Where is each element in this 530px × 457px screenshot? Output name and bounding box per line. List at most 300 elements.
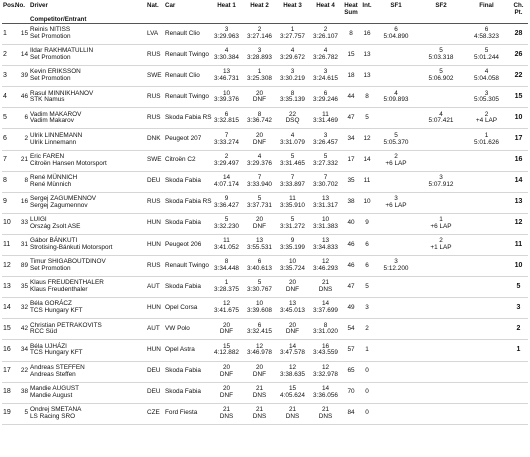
heat-sum: 47 — [347, 282, 355, 290]
sf1-result — [374, 192, 418, 213]
nationality: CZE — [147, 409, 160, 417]
heat3-result — [276, 66, 309, 87]
heat4-result-rank: 14 — [321, 384, 330, 392]
heat4-result-time: DNS — [318, 412, 333, 420]
result-row — [2, 256, 528, 277]
heat2-result — [243, 192, 276, 213]
heat3-result-time: 3:33.897 — [280, 180, 305, 188]
nationality: HUN — [147, 219, 161, 227]
heat4-result — [309, 277, 342, 298]
sf1-result — [374, 171, 418, 192]
position: 5 — [3, 114, 7, 122]
sf2-result — [418, 108, 464, 129]
heat4-result-time: 3:36.056 — [313, 391, 338, 399]
intermediate-points: 9 — [365, 219, 369, 227]
intermediate-points: 13 — [363, 71, 371, 79]
intermediate-points: 1 — [365, 346, 369, 354]
heat3-result-rank: 4 — [290, 47, 295, 55]
heat1-result-rank: 21 — [222, 405, 231, 413]
heat3-result — [276, 24, 309, 45]
sf2-result — [418, 66, 464, 87]
heat3-result-time: DNF — [285, 328, 300, 336]
heat2-result-time: DNF — [252, 138, 267, 146]
heat2-result-rank: 13 — [255, 237, 264, 245]
col-final: Final — [464, 1, 509, 24]
sf2-result-rank: 5 — [439, 47, 443, 55]
championship-points: 2 — [516, 324, 521, 332]
heat3-result-rank: 11 — [289, 195, 296, 202]
result-row — [2, 66, 528, 87]
result-row — [2, 277, 528, 298]
heat4-result-rank: 13 — [321, 195, 330, 202]
heat1-result — [210, 66, 243, 87]
sf2-result — [418, 340, 464, 361]
sf2-result-rank: 4 — [439, 110, 443, 118]
heat3-result — [276, 213, 309, 234]
heat4-result-time: 3:26.457 — [313, 138, 338, 146]
heat3-result — [276, 150, 309, 171]
result-row — [2, 403, 528, 424]
final-result — [464, 171, 509, 192]
results-table — [2, 1, 528, 425]
heat3-result-rank: 9 — [290, 237, 295, 245]
intermediate-points: 5 — [365, 114, 369, 122]
heat2-result — [243, 129, 276, 150]
final-result-time: 5:01.626 — [474, 138, 499, 146]
heat2-result-rank: 20 — [255, 131, 264, 139]
heat4-result-time: 3:31.469 — [313, 117, 338, 125]
sf2-result-time: 5:07.912 — [428, 180, 454, 188]
heat3-result-time: DNF — [285, 286, 300, 294]
heat4-result-rank: 21 — [321, 279, 330, 287]
nationality: DEU — [147, 388, 161, 396]
entrant-name: TCS Hungary KFT — [30, 307, 83, 315]
sf1-result — [374, 45, 418, 66]
heat4-result — [309, 256, 342, 277]
col-int: Int. — [360, 1, 374, 24]
nationality: SWE — [147, 71, 162, 79]
heat3-result-time: 3:35.199 — [280, 243, 305, 251]
heat4-result-time: 3:37.699 — [313, 307, 338, 315]
heat1-result — [210, 171, 243, 192]
heat1-result-time: 3:46.731 — [214, 75, 239, 83]
heat2-result-rank: 6 — [257, 321, 262, 329]
heat1-result-time: 3:34.448 — [214, 265, 239, 273]
intermediate-points: 2 — [365, 324, 369, 332]
heat3-result-time: 3:35.910 — [280, 201, 305, 209]
heat1-result-rank: 2 — [224, 152, 229, 160]
driver-cell — [29, 213, 146, 234]
entrant-name: Klaus Freudenthaler — [30, 286, 88, 294]
final-result — [464, 382, 509, 403]
col-heat4: Heat 4 — [309, 1, 342, 24]
car-number: 32 — [20, 303, 28, 311]
sf2-result-rank: 5 — [439, 68, 443, 76]
sf2-result-time: +6 LAP — [430, 222, 452, 230]
championship-points — [509, 403, 528, 424]
heat1-result-time: 3:41.052 — [214, 243, 239, 251]
final-result — [464, 298, 509, 319]
heat4-result-rank: 21 — [321, 405, 330, 413]
nationality: HUN — [147, 240, 161, 248]
heat2-result — [243, 256, 276, 277]
heat3-result — [276, 45, 309, 66]
position: 7 — [3, 156, 7, 164]
final-result — [464, 340, 509, 361]
heat1-result — [210, 361, 243, 382]
championship-points: 22 — [514, 71, 523, 79]
championship-points: 15 — [514, 92, 523, 100]
heat2-result-time: 3:37.731 — [247, 201, 272, 209]
entrant-name: Set Promotion — [30, 54, 71, 62]
sf1-result — [374, 150, 418, 171]
heat1-result-rank: 8 — [224, 258, 229, 266]
sf2-result — [418, 361, 464, 382]
heat2-result-rank: 5 — [257, 195, 262, 202]
final-result — [464, 234, 509, 255]
heat1-result — [210, 129, 243, 150]
heat3-result — [276, 234, 309, 255]
heat1-result — [210, 403, 243, 424]
car-model: Peugeot 206 — [165, 240, 202, 248]
heat-sum: 38 — [347, 198, 355, 206]
heat1-result-rank: 10 — [222, 89, 231, 97]
heat4-result-time: 3:26.782 — [313, 54, 338, 62]
col-heat-sum-line2: Sum — [344, 9, 358, 16]
heat3-result — [276, 256, 309, 277]
heat2-result-rank: 12 — [255, 342, 264, 350]
heat2-result — [243, 277, 276, 298]
driver-cell — [29, 171, 146, 192]
sf1-result — [374, 234, 418, 255]
heat1-result-time: 3:36.427 — [214, 201, 239, 209]
position: 17 — [3, 367, 11, 375]
heat3-result-time: 3:35.139 — [280, 96, 305, 104]
sf1-result-time: 5:09.893 — [383, 96, 409, 104]
championship-points: 5 — [516, 282, 521, 290]
position: 2 — [3, 50, 7, 58]
final-result-time: 5:04.058 — [474, 75, 499, 83]
heat2-result — [243, 361, 276, 382]
driver-cell — [29, 319, 146, 340]
heat1-result-rank: 13 — [222, 68, 231, 76]
nationality: RUS — [147, 92, 161, 100]
col-ch-pt-line2: Pt. — [514, 9, 523, 16]
championship-points: 14 — [514, 177, 523, 185]
col-ch-pt-line1: Ch. — [513, 2, 524, 9]
driver-name: Ondrej SMETANA — [30, 405, 82, 413]
heat2-result — [243, 382, 276, 403]
heat4-result-rank: 12 — [321, 363, 330, 371]
sf2-result — [418, 171, 464, 192]
car-model: Opel Astra — [165, 346, 195, 354]
heat4-result — [309, 129, 342, 150]
intermediate-points: 8 — [365, 92, 369, 100]
heat1-result-time: 3:39.376 — [214, 96, 239, 104]
col-sf2: SF2 — [418, 1, 464, 24]
intermediate-points: 14 — [363, 156, 371, 164]
result-row — [2, 150, 528, 171]
car-model: Skoda Fabia RS — [165, 114, 212, 122]
heat2-result — [243, 66, 276, 87]
nationality: SWE — [147, 156, 162, 164]
heat3-result — [276, 319, 309, 340]
car-number: 89 — [20, 261, 28, 269]
heat2-result — [243, 45, 276, 66]
col-heat-sum — [342, 1, 360, 24]
nationality: DEU — [147, 367, 161, 375]
heat1-result — [210, 256, 243, 277]
heat2-result-time: 3:28.893 — [247, 54, 272, 62]
heat2-result — [243, 108, 276, 129]
heat3-result-rank: 21 — [288, 405, 297, 413]
car-model: Renault Twingo — [165, 92, 209, 100]
heat2-result-rank: 5 — [257, 279, 262, 287]
position: 6 — [3, 135, 7, 143]
heat1-result-rank: 20 — [222, 384, 231, 392]
car-model: Peugeot 207 — [165, 135, 202, 143]
heat3-result-time: 3:31.079 — [280, 138, 305, 146]
sf2-result-time: 5:03.318 — [428, 54, 454, 62]
heat3-result — [276, 361, 309, 382]
heat1-result-rank: 12 — [222, 300, 231, 308]
heat2-result — [243, 87, 276, 108]
sf1-result — [374, 277, 418, 298]
heat2-result — [243, 171, 276, 192]
heat1-result-rank: 15 — [222, 342, 231, 350]
heat3-result-time: 3:29.672 — [280, 54, 305, 62]
nationality: DNK — [147, 135, 161, 143]
result-row — [2, 192, 528, 213]
position: 10 — [3, 219, 11, 227]
intermediate-points: 10 — [363, 198, 371, 206]
final-result-time: 4:58.323 — [474, 33, 499, 41]
heat4-result — [309, 24, 342, 45]
intermediate-points: 0 — [365, 409, 369, 417]
car-number: 42 — [20, 324, 28, 332]
heat4-result-time: 3:43.559 — [313, 349, 338, 357]
heat-sum: 34 — [347, 135, 355, 143]
car-model: Citroën C2 — [165, 156, 196, 164]
heat1-result-time: DNF — [219, 391, 234, 399]
nationality: RUS — [147, 114, 161, 122]
heat4-result-time: 3:27.332 — [313, 159, 338, 167]
heat2-result-time: 3:33.940 — [247, 180, 272, 188]
intermediate-points: 13 — [363, 50, 371, 58]
driver-cell — [29, 256, 146, 277]
final-result — [464, 213, 509, 234]
heat-sum: 40 — [347, 219, 355, 227]
heat4-result — [309, 213, 342, 234]
col-driver — [29, 1, 146, 24]
heat1-result — [210, 382, 243, 403]
heat-sum: 46 — [347, 261, 355, 269]
position: 13 — [3, 282, 11, 290]
heat3-result — [276, 129, 309, 150]
heat2-result-time: DNS — [252, 391, 267, 399]
position: 9 — [3, 198, 7, 206]
nationality: AUT — [147, 282, 160, 290]
heat4-result — [309, 382, 342, 403]
driver-cell — [29, 150, 146, 171]
heat4-result-rank: 7 — [323, 173, 328, 181]
heat4-result-time: 3:31.317 — [313, 201, 338, 209]
heat4-result-rank: 13 — [321, 237, 330, 245]
heat-sum: 18 — [347, 71, 355, 79]
heat3-result-time: DNS — [285, 412, 300, 420]
heat2-result-rank: 20 — [255, 363, 264, 371]
result-row — [2, 234, 528, 255]
heat1-result-rank: 11 — [223, 237, 230, 245]
sf2-result-rank: 2 — [439, 237, 443, 245]
championship-points: 11 — [514, 240, 523, 248]
intermediate-points: 6 — [365, 261, 369, 269]
car-number: 39 — [20, 71, 28, 79]
heat1-result-time: 3:28.375 — [214, 286, 239, 294]
driver-name: Mandie AUGUST — [30, 384, 80, 392]
heat2-result-time: DNF — [252, 370, 267, 378]
heat4-result-time: 3:31.020 — [313, 328, 338, 336]
final-result — [464, 45, 509, 66]
col-sf1: SF1 — [374, 1, 418, 24]
heat4-result-time: 3:34.833 — [313, 243, 338, 251]
heat3-result — [276, 298, 309, 319]
driver-cell — [29, 24, 146, 45]
nationality: LVA — [147, 29, 159, 37]
heat4-result-rank: 2 — [323, 26, 328, 34]
driver-cell — [29, 108, 146, 129]
result-row — [2, 213, 528, 234]
sf1-result-rank: 2 — [394, 152, 398, 160]
result-row — [2, 171, 528, 192]
result-row — [2, 298, 528, 319]
position: 16 — [3, 346, 11, 354]
heat1-result-time: 3:32.230 — [214, 222, 239, 230]
championship-points — [509, 382, 528, 403]
sf1-result-rank: 4 — [394, 89, 398, 97]
heat3-result-time: 3:47.578 — [280, 349, 305, 357]
sf2-result — [418, 45, 464, 66]
car-number: 21 — [20, 156, 28, 164]
car-number: 2 — [24, 135, 28, 143]
heat2-result-time: 3:32.415 — [247, 328, 272, 336]
sf2-result — [418, 234, 464, 255]
intermediate-points: 11 — [363, 177, 371, 185]
heat4-result-rank: 16 — [321, 342, 330, 350]
heat2-result-time: 3:30.767 — [247, 286, 272, 294]
final-result-rank: 3 — [484, 89, 489, 97]
driver-cell — [29, 361, 146, 382]
heat3-result-time: 3:30.219 — [280, 75, 305, 83]
nationality: RUS — [147, 198, 161, 206]
final-result-rank: 5 — [484, 47, 489, 55]
heat4-result-rank: 3 — [323, 68, 328, 76]
heat4-result-rank: 12 — [321, 258, 330, 266]
heat3-result-rank: 1 — [290, 26, 295, 34]
heat1-result-rank: 14 — [222, 173, 231, 181]
heat3-result-time: DSQ — [285, 117, 300, 125]
heat4-result — [309, 66, 342, 87]
sf1-result — [374, 382, 418, 403]
heat4-result — [309, 108, 342, 129]
car-number: 16 — [20, 198, 28, 206]
final-result-rank: 2 — [484, 110, 489, 118]
driver-cell — [29, 45, 146, 66]
result-row — [2, 361, 528, 382]
final-result — [464, 361, 509, 382]
heat4-result-time: 3:46.293 — [313, 265, 338, 273]
sf1-result — [374, 87, 418, 108]
car-model: Skoda Fabia — [165, 282, 201, 290]
sf1-result — [374, 361, 418, 382]
final-result-time: 5:01.244 — [474, 54, 499, 62]
championship-points: 3 — [516, 303, 521, 311]
heat-sum: 70 — [347, 388, 355, 396]
result-row — [2, 108, 528, 129]
heat1-result — [210, 340, 243, 361]
col-heat-sum-line1: Heat — [344, 2, 358, 9]
heat4-result — [309, 150, 342, 171]
heat-sum: 84 — [347, 409, 355, 417]
heat3-result-rank: 8 — [290, 89, 295, 97]
entrant-name: Vadim Makarov — [30, 117, 74, 125]
heat2-result — [243, 340, 276, 361]
heat4-result-rank: 10 — [321, 216, 330, 224]
intermediate-points: 0 — [365, 388, 369, 396]
heat1-result-rank: 5 — [224, 216, 229, 224]
heat3-result-time: 3:45.013 — [280, 307, 305, 315]
final-result-rank: 4 — [484, 68, 489, 76]
sf1-result-time: 5:12.200 — [383, 265, 409, 273]
sf2-result — [418, 150, 464, 171]
heat2-result-rank: 21 — [255, 405, 264, 413]
position: 19 — [3, 409, 11, 417]
sf1-result — [374, 403, 418, 424]
nationality: HUN — [147, 346, 161, 354]
heat1-result-time: 3:32.815 — [214, 117, 239, 125]
entrant-name: René Münnich — [30, 180, 72, 188]
entrant-name: Strotising-Bánkuti Motorsport — [30, 243, 113, 251]
result-row — [2, 382, 528, 403]
heat1-result-rank: 20 — [222, 363, 231, 371]
heat2-result-time: 3:55.531 — [247, 243, 272, 251]
entrant-name: LS Racing SRO — [30, 412, 76, 420]
driver-name: René MÜNNICH — [30, 173, 78, 181]
championship-points: 28 — [514, 29, 523, 37]
position: 11 — [3, 240, 11, 248]
driver-name: Sergej ZAGUMENNOV — [30, 195, 97, 202]
sf1-result-time: +6 LAP — [385, 159, 407, 167]
entrant-name: Citroën Hansen Motorsport — [30, 159, 107, 167]
sf2-result-rank: 3 — [439, 173, 443, 181]
heat2-result — [243, 213, 276, 234]
entrant-name: Andreas Steffen — [30, 370, 76, 378]
car-model: Renault Twingo — [165, 50, 209, 58]
heat1-result-rank: 6 — [224, 110, 229, 118]
car-number: 14 — [20, 50, 28, 58]
entrant-name: RCC Süd — [30, 328, 57, 336]
entrant-name: Sergej Zagumennov — [30, 201, 88, 209]
heat4-result-rank: 11 — [322, 110, 329, 118]
heat4-result — [309, 298, 342, 319]
col-no: No. — [14, 1, 29, 24]
sf2-result-time: 5:07.421 — [428, 117, 454, 125]
car-number: 6 — [24, 114, 28, 122]
sf2-result — [418, 319, 464, 340]
driver-name: Klaus FREUDENTHALER — [30, 279, 104, 287]
heat4-result-rank: 14 — [321, 300, 330, 308]
heat2-result-rank: 7 — [257, 173, 262, 181]
